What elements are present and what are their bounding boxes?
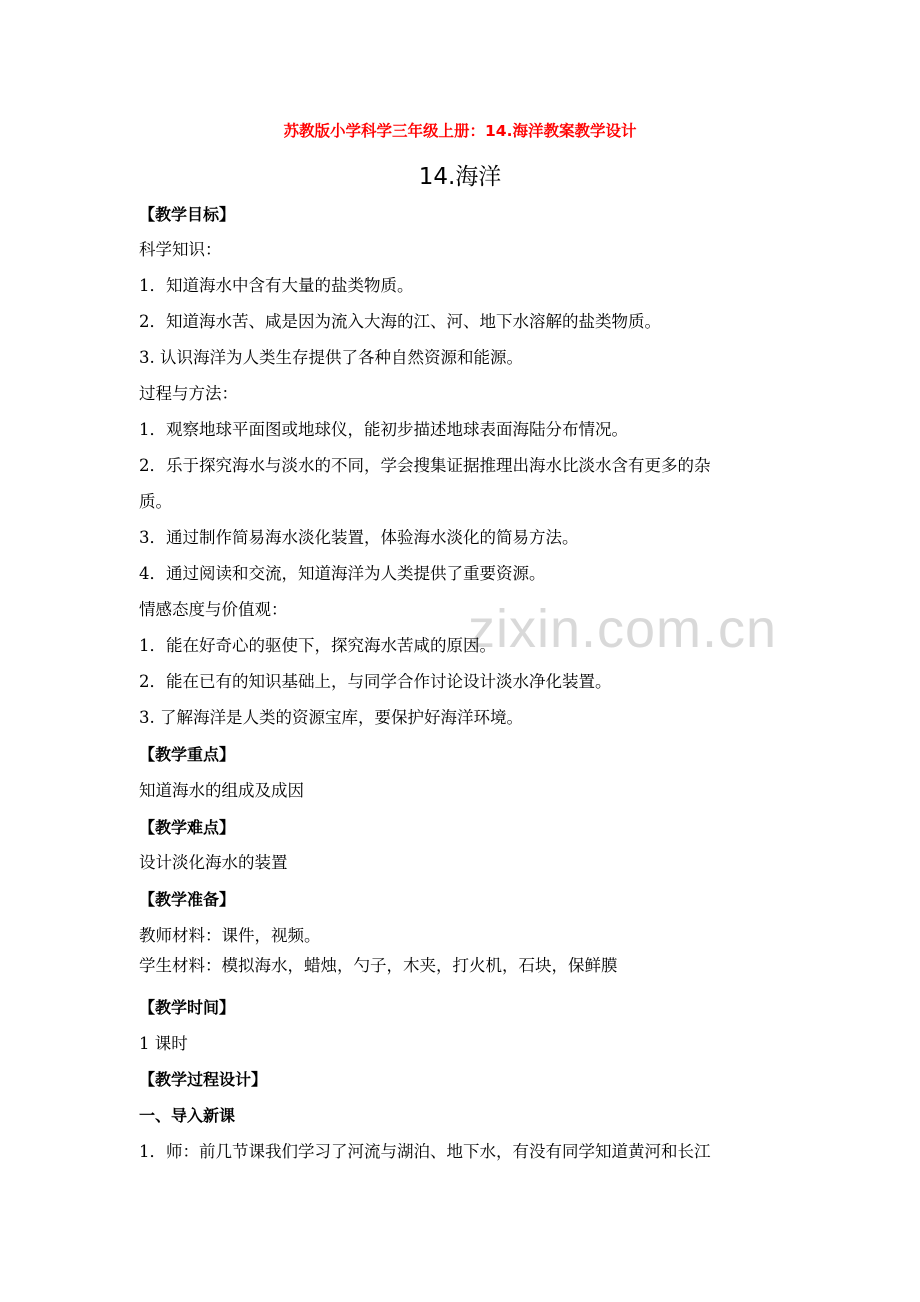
- objectives-heading: 【教学目标】: [139, 205, 236, 224]
- knowledge-item: 3. 认识海洋为人类生存提供了各种自然资源和能源。: [139, 348, 523, 367]
- knowledge-item: 2．知道海水苦、咸是因为流入大海的江、河、地下水溶解的盐类物质。: [139, 312, 661, 331]
- process-item: 4．通过阅读和交流，知道海洋为人类提供了重要资源。: [139, 564, 546, 583]
- process-item: 质。: [139, 492, 172, 511]
- attitude-item: 1．能在好奇心的驱使下，探究海水苦咸的原因。: [139, 636, 496, 655]
- lesson-title: 14.海洋: [418, 164, 502, 190]
- process-label: 过程与方法：: [139, 384, 238, 403]
- intro-heading: 一、导入新课: [139, 1106, 236, 1125]
- document-title: 苏教版小学科学三年级上册：14.海洋教案教学设计: [283, 122, 637, 140]
- process-item: 3．通过制作简易海水淡化装置，体验海水淡化的简易方法。: [139, 528, 579, 547]
- process-item: 1．观察地球平面图或地球仪，能初步描述地球表面海陆分布情况。: [139, 420, 628, 439]
- time-heading: 【教学时间】: [139, 998, 236, 1017]
- prep-teacher: 教师材料：课件，视频。: [139, 926, 321, 945]
- key-heading: 【教学重点】: [139, 745, 236, 764]
- prep-student: 学生材料：模拟海水，蜡烛，勺子，木夹，打火机，石块，保鲜膜: [139, 956, 618, 975]
- difficulty-text: 设计淡化海水的装置: [139, 853, 288, 872]
- attitude-item: 3. 了解海洋是人类的资源宝库，要保护好海洋环境。: [139, 708, 523, 727]
- process-design-heading: 【教学过程设计】: [139, 1070, 268, 1089]
- difficulty-heading: 【教学难点】: [139, 818, 236, 837]
- knowledge-label: 科学知识：: [139, 240, 222, 259]
- process-item: 2．乐于探究海水与淡水的不同，学会搜集证据推理出海水比淡水含有更多的杂: [139, 456, 711, 475]
- watermark: zixin.com.cn: [468, 599, 778, 659]
- knowledge-item: 1．知道海水中含有大量的盐类物质。: [139, 276, 414, 295]
- key-text: 知道海水的组成及成因: [139, 781, 304, 800]
- prep-heading: 【教学准备】: [139, 890, 236, 909]
- attitude-item: 2．能在已有的知识基础上，与同学合作讨论设计淡水净化装置。: [139, 672, 612, 691]
- time-text: 1 课时: [139, 1034, 188, 1053]
- attitude-label: 情感态度与价值观：: [139, 600, 288, 619]
- intro-line: 1．师：前几节课我们学习了河流与湖泊、地下水，有没有同学知道黄河和长江: [139, 1142, 711, 1161]
